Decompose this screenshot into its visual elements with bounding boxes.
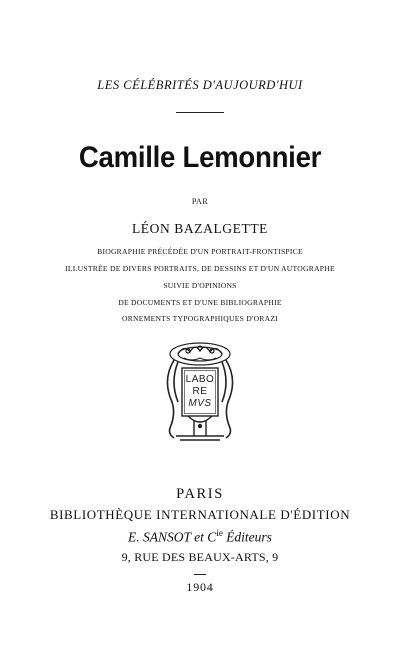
- imprint-address: 9, RUE DES BEAUX-ARTS, 9: [121, 550, 279, 564]
- by-line: PAR: [191, 197, 209, 206]
- book-title: Camille Lemonnier: [78, 141, 322, 174]
- author-name: LÉON BAZALGETTE: [131, 221, 269, 236]
- top-rule: [176, 112, 224, 113]
- description-line-1: BIOGRAPHIE PRÉCÉDÉE D'UN PORTRAIT-FRONTISPICE: [97, 247, 303, 256]
- description-line-4: DE DOCUMENTS ET D'UNE BIBLIOGRAPHIE: [118, 298, 282, 307]
- publisher-emblem: [158, 340, 242, 444]
- editor-suffix: Éditeurs: [222, 529, 272, 545]
- emblem-motto-3: MVS: [188, 398, 212, 409]
- imprint-year: 1904: [186, 580, 214, 594]
- editor-name: E. SANSOT et C: [128, 529, 217, 545]
- description-line-3: SUIVIE D'OPINIONS: [163, 281, 237, 290]
- imprint-editor: [0, 528, 400, 546]
- description-line-5: ORNEMENTS TYPOGRAPHIQUES D'ORAZI: [121, 314, 279, 323]
- series-title: LES CÉLÉBRITÉS D'AUJOURD'HUI: [97, 78, 303, 92]
- description-line-2: ILLUSTRÉE DE DIVERS PORTRAITS, DE DESSINS ET D'UN AUTOGRAPHE: [65, 264, 335, 273]
- imprint-city: PARIS: [176, 486, 224, 502]
- emblem-motto-2: RE: [192, 386, 208, 397]
- editor-superscript: ie: [216, 528, 223, 538]
- imprint-publisher: BIBLIOTHÈQUE INTERNATIONALE D'ÉDITION: [49, 507, 351, 522]
- bottom-rule: [194, 574, 206, 575]
- emblem-motto-1: LABO: [185, 374, 215, 385]
